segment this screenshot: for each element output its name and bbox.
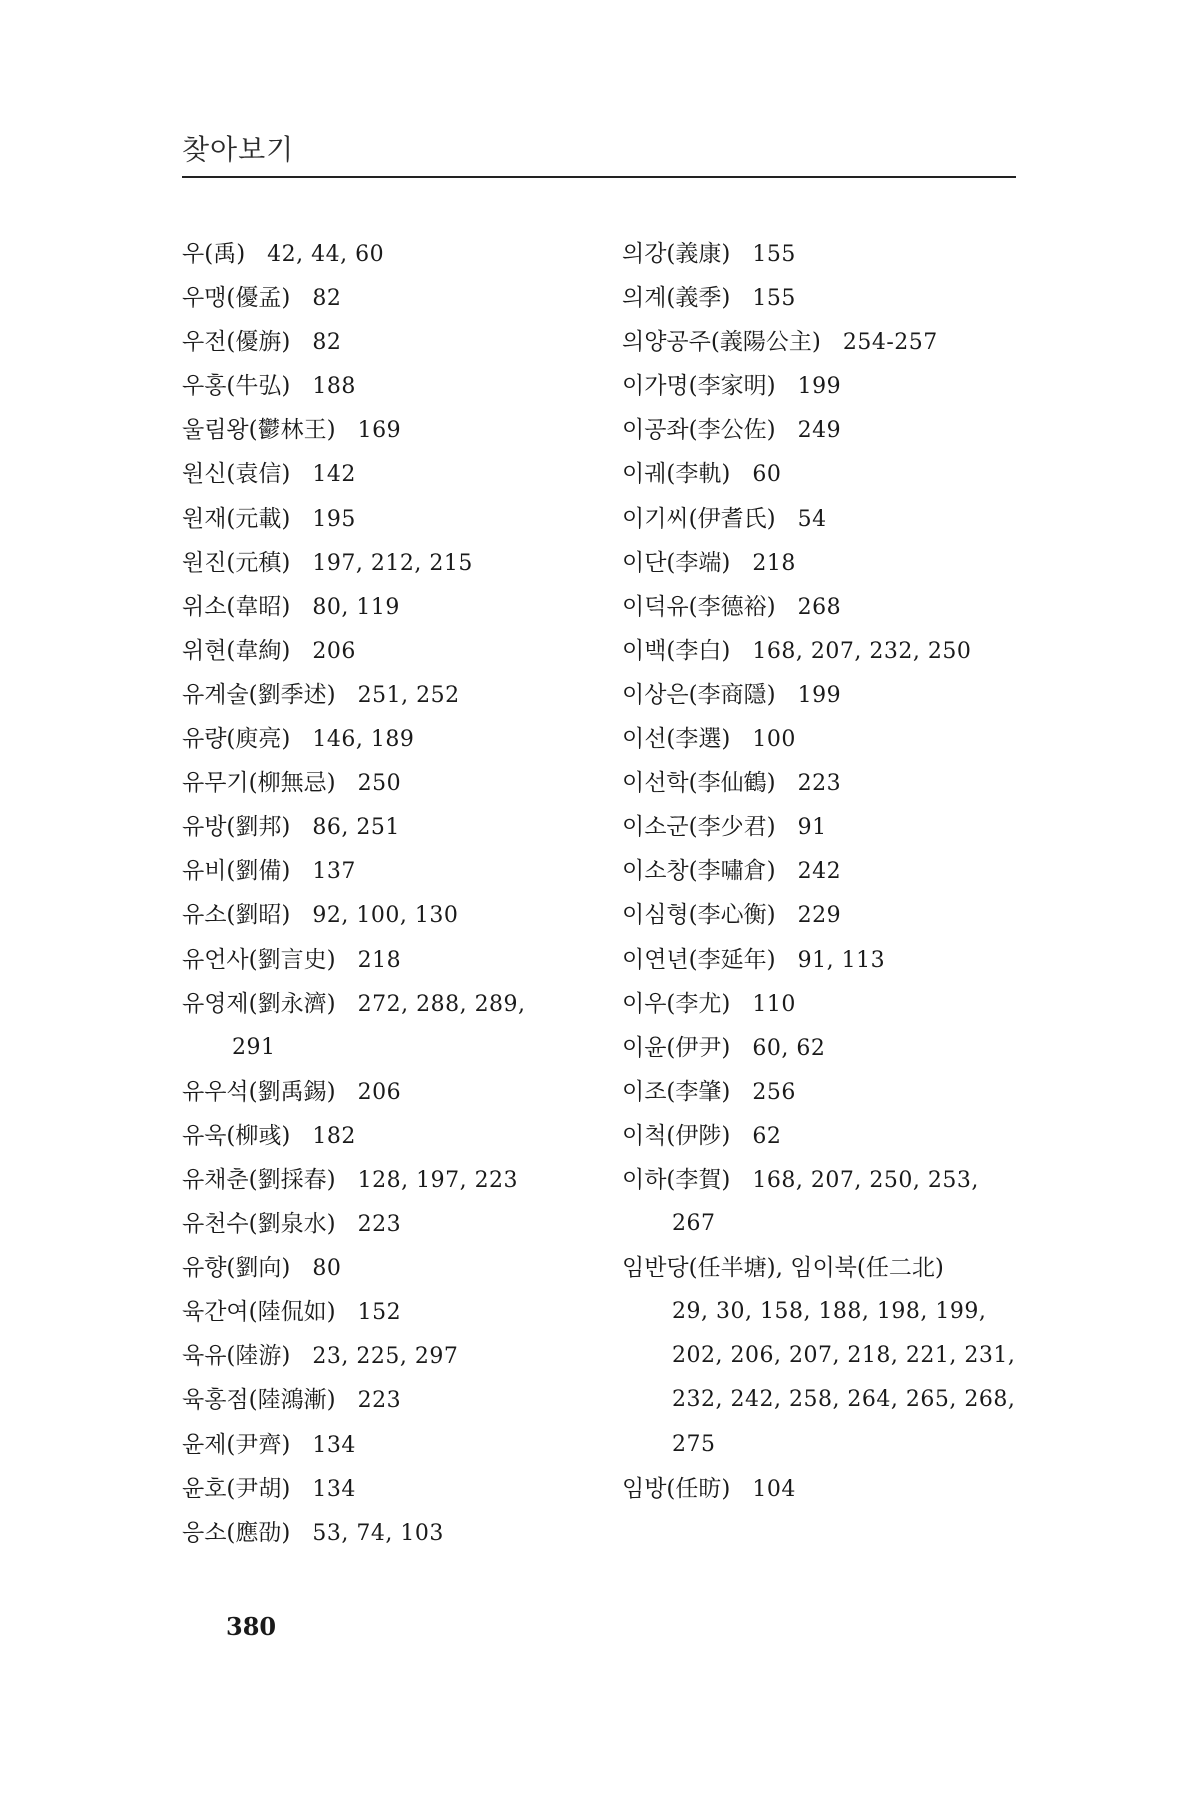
index-entry-term: 유향(劉向) bbox=[182, 1255, 291, 1282]
index-entry bbox=[182, 1467, 582, 1511]
index-entry-pages: 54 bbox=[797, 506, 827, 532]
index-entry-pages: 268 bbox=[797, 594, 842, 620]
index-entry bbox=[622, 849, 1022, 893]
index-entry-term: 육간여(陸侃如) bbox=[182, 1299, 336, 1326]
index-entry-pages: 60, 62 bbox=[752, 1035, 826, 1061]
index-entry-pages: 249 bbox=[797, 418, 842, 444]
index-entry-term: 이심형(李心衡) bbox=[622, 902, 776, 929]
index-entry-term: 이척(伊陟) bbox=[622, 1122, 731, 1149]
index-entry bbox=[622, 232, 1022, 276]
index-entry-term: 유욱(柳彧) bbox=[182, 1122, 291, 1149]
index-entry bbox=[622, 364, 1022, 408]
index-entry-pages: 256 bbox=[752, 1079, 796, 1105]
index-entry-pages: 42, 44, 60 bbox=[267, 242, 385, 267]
index-entry bbox=[182, 1511, 582, 1555]
index-entry bbox=[622, 1246, 1022, 1290]
index-entry-pages-continued: 202, 206, 207, 218, 221, 231, bbox=[672, 1343, 1016, 1369]
index-entry bbox=[622, 761, 1022, 805]
index-entry-term: 유량(庾亮) bbox=[182, 726, 291, 753]
index-entry-term: 원신(袁信) bbox=[182, 461, 291, 488]
index-entry-pages: 80 bbox=[312, 1256, 342, 1282]
index-entry-pages: 62 bbox=[752, 1123, 782, 1149]
index-entry-term: 의계(義季) bbox=[622, 285, 731, 312]
index-entry bbox=[622, 452, 1022, 496]
index-entry bbox=[622, 1026, 1022, 1070]
index-entry bbox=[182, 717, 582, 761]
index-entry-term: 이우(李尤) bbox=[622, 990, 731, 1017]
index-entry-pages: 91, 113 bbox=[797, 947, 886, 973]
index-entry bbox=[182, 452, 582, 496]
index-entry-term: 유영제(劉永濟) bbox=[182, 990, 336, 1017]
index-entry bbox=[622, 408, 1022, 452]
index-entry-term: 응소(應劭) bbox=[182, 1519, 291, 1546]
page-number: 380 bbox=[226, 1612, 277, 1641]
index-entry-term: 유소(劉昭) bbox=[182, 902, 291, 929]
index-entry-pages: 242 bbox=[797, 859, 842, 885]
index-entry-term: 육홍점(陸鴻漸) bbox=[182, 1387, 336, 1414]
index-entry-term: 이궤(李軌) bbox=[622, 461, 731, 488]
index-entry-term: 유우석(劉禹錫) bbox=[182, 1078, 336, 1105]
index-entry-term: 우(禹) bbox=[182, 241, 246, 267]
index-entry-pages: 134 bbox=[312, 1432, 356, 1458]
index-entry-pages: 206 bbox=[357, 1079, 402, 1105]
index-entry bbox=[622, 320, 1022, 364]
index-entry bbox=[182, 276, 582, 320]
index-entry-term: 유언사(劉言史) bbox=[182, 946, 336, 973]
index-entry-pages: 168, 207, 250, 253, bbox=[752, 1167, 979, 1193]
index-entry bbox=[182, 893, 582, 937]
index-entry bbox=[182, 232, 582, 276]
index-entry-pages: 250 bbox=[357, 771, 402, 797]
index-entry bbox=[182, 805, 582, 849]
index-entry bbox=[622, 893, 1022, 937]
index-entry-term: 이가명(李家明) bbox=[622, 373, 776, 400]
index-entry-term: 이하(李賀) bbox=[622, 1166, 731, 1193]
index-entry-pages: 168, 207, 232, 250 bbox=[752, 638, 972, 664]
index-entry-pages: 146, 189 bbox=[312, 727, 415, 753]
index-entry bbox=[182, 585, 582, 629]
index-entry-term: 유계술(劉季述) bbox=[182, 681, 336, 708]
index-entry bbox=[182, 320, 582, 364]
index-entry-pages: 199 bbox=[797, 374, 842, 400]
index-entry bbox=[622, 1070, 1022, 1114]
index-entry-term: 육유(陸游) bbox=[182, 1343, 291, 1370]
index-entry-pages: 142 bbox=[312, 462, 356, 488]
index-entry bbox=[622, 982, 1022, 1026]
index-entry-pages: 104 bbox=[752, 1476, 796, 1502]
index-entry-term: 이소창(李嘯倉) bbox=[622, 858, 776, 885]
index-entry-pages: 80, 119 bbox=[312, 594, 400, 620]
header-divider bbox=[182, 176, 1016, 178]
index-entry bbox=[182, 1202, 582, 1246]
index-entry bbox=[182, 364, 582, 408]
index-entry-pages: 251, 252 bbox=[357, 682, 460, 708]
index-entry-term: 윤제(尹齊) bbox=[182, 1431, 291, 1458]
index-entry-pages: 23, 225, 297 bbox=[312, 1344, 459, 1370]
index-entry-term: 유방(劉邦) bbox=[182, 814, 291, 841]
index-entry-pages-continued: 29, 30, 158, 188, 198, 199, bbox=[672, 1299, 987, 1325]
index-entry-pages: 86, 251 bbox=[312, 815, 400, 841]
index-entry-term: 이상은(李商隱) bbox=[622, 681, 776, 708]
index-entry-pages: 197, 212, 215 bbox=[312, 550, 473, 576]
index-entry bbox=[622, 276, 1022, 320]
index-entry bbox=[622, 1467, 1022, 1511]
index-entry bbox=[622, 1158, 1022, 1202]
index-entry-term: 이소군(李少君) bbox=[622, 814, 776, 841]
index-entry bbox=[182, 1334, 582, 1378]
index-entry-term: 이조(李肇) bbox=[622, 1078, 731, 1105]
index-entry-pages: 53, 74, 103 bbox=[312, 1520, 444, 1546]
index-entry-term: 유천수(劉泉水) bbox=[182, 1211, 336, 1238]
index-entry-term: 이덕유(李德裕) bbox=[622, 593, 776, 620]
index-entry bbox=[182, 541, 582, 585]
index-entry-term: 윤호(尹胡) bbox=[182, 1475, 291, 1502]
index-entry-pages: 134 bbox=[312, 1476, 356, 1502]
index-column-right bbox=[622, 232, 1022, 1511]
index-entry-pages: 110 bbox=[752, 991, 796, 1017]
index-entry-pages: 169 bbox=[357, 418, 402, 444]
index-entry bbox=[182, 849, 582, 893]
index-entry-pages: 152 bbox=[357, 1300, 402, 1326]
index-entry-pages-continued: 275 bbox=[672, 1431, 716, 1457]
index-entry bbox=[182, 982, 582, 1026]
index-entry-term: 이백(李白) bbox=[622, 637, 731, 664]
index-entry-pages: 254-257 bbox=[842, 330, 938, 356]
index-entry bbox=[182, 1114, 582, 1158]
index-entry-term: 우맹(優孟) bbox=[182, 285, 291, 312]
index-entry-pages: 60 bbox=[752, 462, 782, 488]
index-entry bbox=[622, 629, 1022, 673]
index-entry-term: 유무기(柳無忌) bbox=[182, 770, 336, 797]
index-entry-term: 임반당(任半塘), 임이북(任二北) bbox=[622, 1255, 944, 1282]
index-entry-term: 위소(韋昭) bbox=[182, 593, 291, 620]
index-entry-pages-continued: 291 bbox=[232, 1034, 276, 1060]
index-entry-pages-continued: 267 bbox=[672, 1211, 716, 1237]
index-entry-term: 원진(元稹) bbox=[182, 549, 291, 576]
index-entry bbox=[622, 938, 1022, 982]
page-header-title: 찾아보기 bbox=[182, 133, 295, 166]
index-entry-term: 이선(李選) bbox=[622, 726, 731, 753]
index-entry bbox=[182, 1378, 582, 1422]
index-entry-term: 우전(優旃) bbox=[182, 329, 291, 356]
index-entry-term: 원재(元載) bbox=[182, 505, 291, 532]
index-entry bbox=[622, 1114, 1022, 1158]
index-entry bbox=[182, 1290, 582, 1334]
index-entry-term: 유채춘(劉採春) bbox=[182, 1166, 336, 1193]
index-entry bbox=[622, 805, 1022, 849]
index-entry-pages: 188 bbox=[312, 374, 356, 400]
index-entry-pages-continued: 232, 242, 258, 264, 265, 268, bbox=[672, 1387, 1016, 1413]
index-entry-term: 유비(劉備) bbox=[182, 858, 291, 885]
index-entry-term: 이공좌(李公佐) bbox=[622, 417, 776, 444]
index-entry-term: 임방(任昉) bbox=[622, 1475, 731, 1502]
index-entry-pages: 128, 197, 223 bbox=[357, 1167, 519, 1193]
index-entry-pages: 206 bbox=[312, 638, 356, 664]
index-entry-term: 의강(義康) bbox=[622, 241, 731, 267]
index-entry bbox=[182, 1070, 582, 1114]
index-entry bbox=[182, 761, 582, 805]
index-entry bbox=[182, 673, 582, 717]
index-entry-term: 이단(李端) bbox=[622, 549, 731, 576]
index-entry-pages: 100 bbox=[752, 727, 796, 753]
index-entry bbox=[182, 497, 582, 541]
index-entry bbox=[622, 541, 1022, 585]
index-entry-pages: 137 bbox=[312, 859, 356, 885]
index-entry-pages: 195 bbox=[312, 506, 356, 532]
index-entry bbox=[622, 497, 1022, 541]
index-entry-term: 이윤(伊尹) bbox=[622, 1034, 731, 1061]
index-column-left bbox=[182, 232, 582, 1555]
index-entry-pages: 82 bbox=[312, 330, 342, 356]
index-entry bbox=[622, 717, 1022, 761]
index-entry-pages: 182 bbox=[312, 1123, 356, 1149]
index-entry-pages: 229 bbox=[797, 903, 842, 929]
index-entry-pages: 155 bbox=[752, 286, 796, 312]
index-entry-pages: 92, 100, 130 bbox=[312, 903, 459, 929]
index-entry bbox=[622, 585, 1022, 629]
index-entry-pages: 223 bbox=[357, 1388, 402, 1414]
index-entry bbox=[182, 1423, 582, 1467]
index-entry-pages: 82 bbox=[312, 286, 342, 312]
index-entry-term: 울림왕(鬱林王) bbox=[182, 417, 336, 444]
index-entry-term: 위현(韋絢) bbox=[182, 637, 291, 664]
index-entry-term: 이연년(李延年) bbox=[622, 946, 776, 973]
index-entry bbox=[182, 1246, 582, 1290]
index-entry-pages: 155 bbox=[752, 242, 796, 267]
index-entry bbox=[182, 938, 582, 982]
index-entry-term: 우홍(牛弘) bbox=[182, 373, 291, 400]
index-entry-term: 이선학(李仙鶴) bbox=[622, 770, 776, 797]
index-entry-pages: 199 bbox=[797, 682, 842, 708]
index-entry-pages: 91 bbox=[797, 815, 827, 841]
index-entry bbox=[182, 408, 582, 452]
index-entry-term: 이기씨(伊耆氏) bbox=[622, 505, 776, 532]
index-entry-pages: 218 bbox=[357, 947, 402, 973]
index-entry bbox=[182, 629, 582, 673]
index-entry-pages: 223 bbox=[797, 771, 842, 797]
index-entry-pages: 218 bbox=[752, 550, 796, 576]
index-entry-pages: 272, 288, 289, bbox=[357, 991, 526, 1017]
index-entry-term: 의양공주(義陽公主) bbox=[622, 329, 821, 356]
index-entry bbox=[182, 1158, 582, 1202]
index-entry bbox=[622, 673, 1022, 717]
index-entry-pages: 223 bbox=[357, 1212, 402, 1238]
